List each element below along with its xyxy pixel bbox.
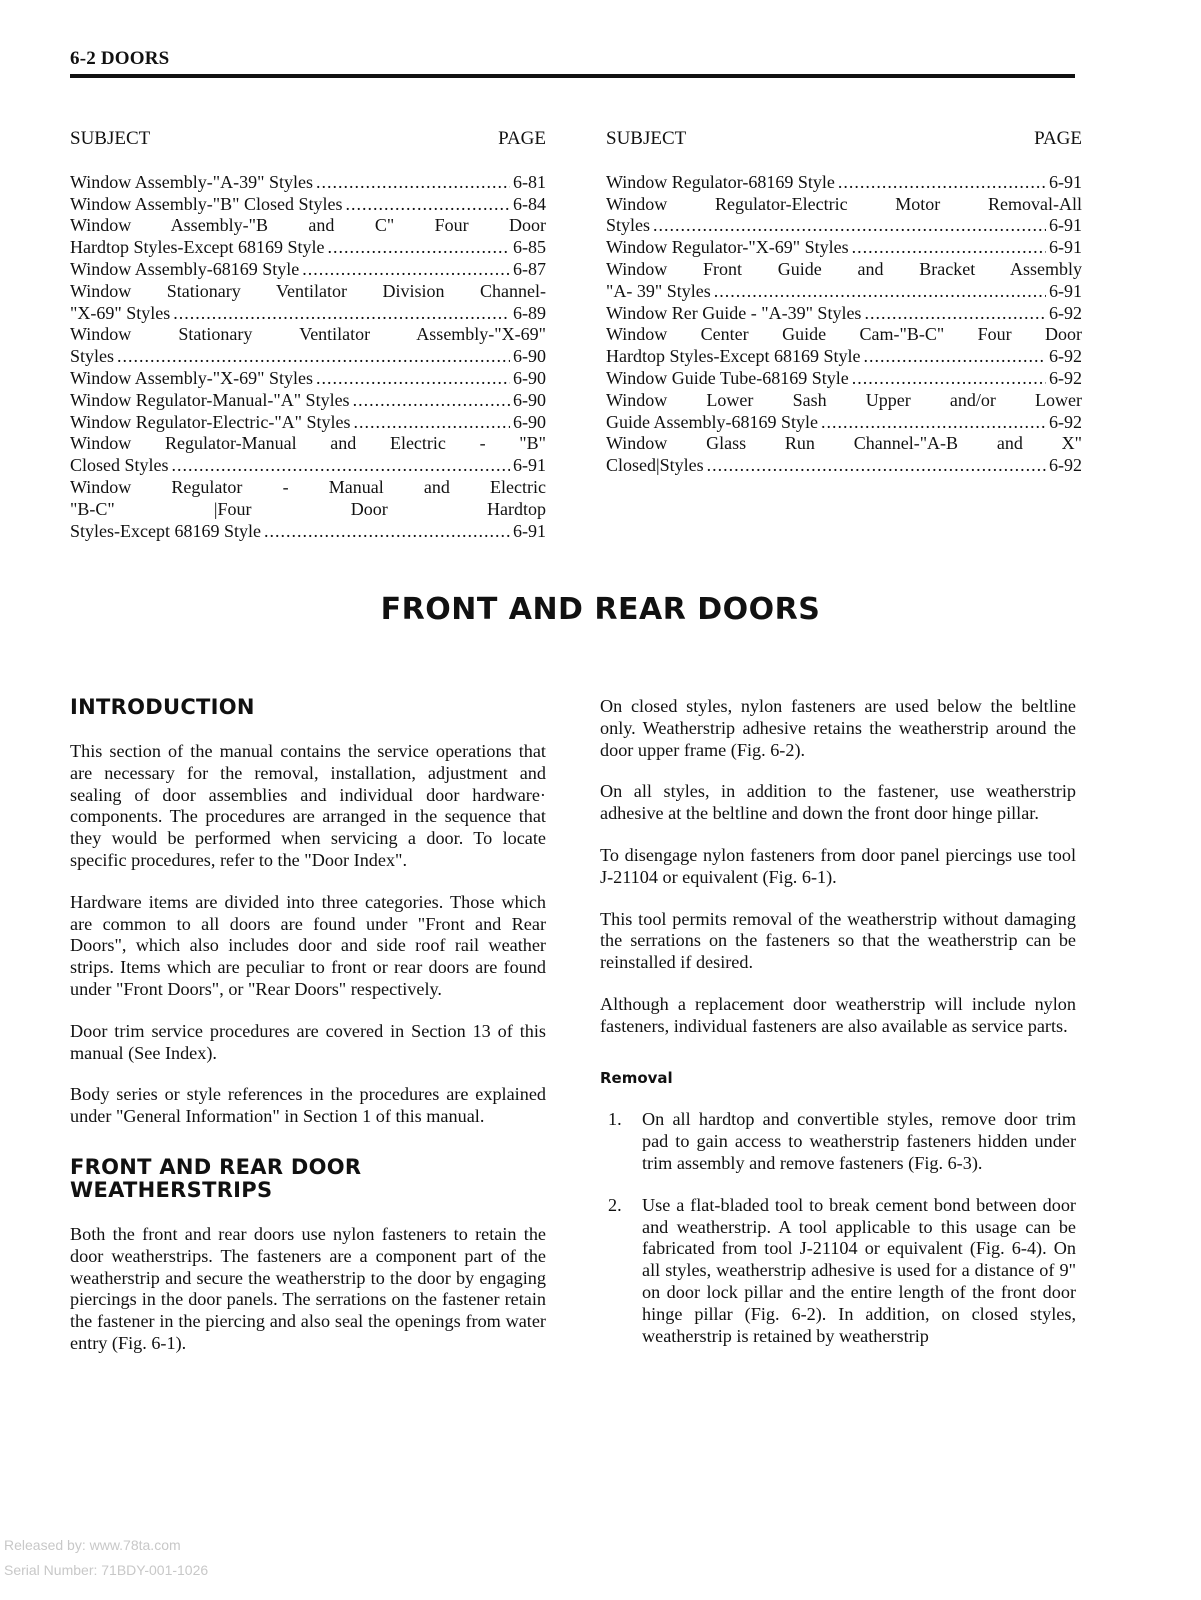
- toc-leader-dots: [117, 346, 510, 368]
- step-text: On all hardtop and convertible styles, remove door trim pad to gain access to weatherstrip fasteners hidden under trim assembly and remove fasteners (Fig. 6-3).: [642, 1109, 1076, 1173]
- toc-leader-dots: [852, 237, 1046, 259]
- body-paragraph: On all styles, in addition to the fastener, use weatherstrip adhesive at the beltline and down the front door hinge pillar.: [600, 781, 1076, 824]
- toc-entry: [606, 237, 1082, 259]
- toc-entry-page: 6-92: [1049, 455, 1082, 476]
- toc-leader-dots: [264, 521, 510, 543]
- toc-entry-page: 6-90: [513, 346, 546, 367]
- toc-entry-lastline: [606, 281, 1082, 303]
- toc-entry-title: Styles: [70, 346, 115, 367]
- weatherstrip-paragraph: Both the front and rear doors use nylon fasteners to retain the door weatherstrips. The fasteners are a component part of the weatherstrip and secure the weatherstrip to the door by engaging piercings in the door panels. The serrations on the fastener retain the fastener in the piercing and also seal the openings from water entry (Fig. 6-1).: [70, 1223, 546, 1353]
- toc-entry-lastline: [70, 455, 546, 477]
- toc-entry-lastline: [606, 172, 1082, 194]
- weatherstrips-heading: [70, 1156, 546, 1202]
- toc-entry-page: 6-84: [513, 193, 546, 214]
- toc-leader-dots: [863, 346, 1046, 368]
- toc-entry-line: Window Stationary Ventilator Division Channel-: [70, 280, 546, 301]
- toc-entry-page: 6-90: [513, 411, 546, 432]
- weatherstrips-heading-line2: WEATHERSTRIPS: [70, 1177, 273, 1202]
- toc-entry-lastline: [606, 412, 1082, 434]
- toc-leader-dots: [302, 259, 510, 281]
- toc-entry: [606, 172, 1082, 194]
- toc-entry: [70, 281, 546, 325]
- toc-leader-dots: [316, 172, 510, 194]
- footer-serial: Serial Number: 71BDY-001-1026: [4, 1562, 209, 1578]
- toc-entry-line: Window Regulator-Electric Motor Removal-All: [606, 193, 1082, 214]
- removal-step: [600, 1195, 1076, 1348]
- toc-entry-line: Window Glass Run Channel-"A-B and X": [606, 433, 1082, 454]
- introduction-heading: INTRODUCTION: [70, 695, 255, 719]
- toc-entry-title: Window Regulator-Manual-"A" Styles: [70, 389, 350, 410]
- toc-entry-lastline: [70, 368, 546, 390]
- toc-entry: [70, 412, 546, 434]
- toc-entry-line: "B-C" |Four Door Hardtop: [70, 498, 546, 519]
- toc-entry-title: Hardtop Styles-Except 68169 Style: [70, 237, 325, 258]
- weatherstrips-heading-line1: FRONT AND REAR DOOR: [70, 1154, 362, 1179]
- intro-paragraph: Body series or style references in the procedures are explained under "General Information" in Section 1 of this manual.: [70, 1084, 546, 1127]
- toc-entry-title: Closed Styles: [70, 455, 169, 476]
- toc-entry-page: 6-91: [513, 455, 546, 476]
- removal-heading: Removal: [600, 1068, 673, 1087]
- toc-entry-page: 6-85: [513, 237, 546, 258]
- toc-entry-lastline: [606, 368, 1082, 390]
- header-rule: [70, 74, 1075, 78]
- toc-leader-dots: [172, 455, 510, 477]
- toc-leader-dots: [653, 215, 1046, 237]
- toc-leader-dots: [345, 194, 510, 216]
- toc-entry-lastline: [70, 412, 546, 434]
- toc-entry-page: 6-91: [1049, 280, 1082, 301]
- toc-leader-dots: [864, 303, 1046, 325]
- right-column: [600, 696, 1076, 1367]
- toc-entry-page: 6-92: [1049, 411, 1082, 432]
- toc-entry-title: Window Regulator-Electric-"A" Styles: [70, 411, 351, 432]
- subject-label: SUBJECT: [70, 128, 151, 149]
- removal-steps: [600, 1109, 1076, 1347]
- left-column: [70, 696, 546, 1375]
- toc-leader-dots: [173, 303, 510, 325]
- step-number: 2.: [608, 1194, 622, 1215]
- toc-entry-lastline: [70, 172, 546, 194]
- footer-released: Released by: www.78ta.com: [4, 1537, 181, 1553]
- toc-entry-lastline: [606, 303, 1082, 325]
- toc-left-head: [70, 128, 546, 150]
- toc-leader-dots: [838, 172, 1046, 194]
- toc-entry-lastline: [606, 215, 1082, 237]
- toc-leader-dots: [714, 281, 1046, 303]
- body-paragraph: On closed styles, nylon fasteners are used below the beltline only. Weatherstrip adhesive retains the weatherstrip around the door upper frame (Fig. 6-2).: [600, 696, 1076, 760]
- toc-entry-line: Window Stationary Ventilator Assembly-"X-69": [70, 324, 546, 345]
- toc-leader-dots: [852, 368, 1046, 390]
- step-text: Use a flat-bladed tool to break cement bond between door and weatherstrip. A tool applicable to this usage can be fabricated from tool J-21104 or equivalent (Fig. 6-4). On all styles, weatherstrip adhesive is used for a distance of 9" on door lock pillar and the entire length of the front door hinge pillar (Fig. 6-2). In addition, on closed styles, weatherstrip is retained by weatherstrip: [642, 1194, 1076, 1346]
- toc-entry: [606, 259, 1082, 303]
- toc-entry: [70, 172, 546, 194]
- toc-entry: [606, 194, 1082, 238]
- toc-entry-title: Styles-Except 68169 Style: [70, 520, 261, 541]
- toc-entry: [606, 390, 1082, 434]
- toc-entry-lastline: [70, 521, 546, 543]
- toc-entry-page: 6-92: [1049, 346, 1082, 367]
- subject-label: SUBJECT: [606, 128, 687, 149]
- toc-left-entries: [70, 172, 546, 543]
- toc-entry: [70, 477, 546, 542]
- toc-entry-lastline: [606, 237, 1082, 259]
- toc-entry-lastline: [70, 237, 546, 259]
- toc-entry-title: Window Assembly-"X-69" Styles: [70, 367, 313, 388]
- toc-entry-lastline: [70, 259, 546, 281]
- toc-entry-page: 6-87: [513, 258, 546, 279]
- toc-entry-lastline: [70, 303, 546, 325]
- toc-leader-dots: [353, 390, 510, 412]
- toc-entry-lastline: [70, 390, 546, 412]
- toc-entry-line: Window Assembly-"B and C" Four Door: [70, 215, 546, 236]
- toc-entry: [70, 368, 546, 390]
- toc-entry: [606, 368, 1082, 390]
- body-paragraph: Although a replacement door weatherstrip will include nylon fasteners, individual fasteners are also available as service parts.: [600, 993, 1076, 1036]
- toc-left: [70, 128, 546, 542]
- intro-paragraph: This section of the manual contains the service operations that are necessary for the removal, installation, adjustment and sealing of door assemblies and individual door hardware· components. The procedures are arranged in the sequence that they would be performed when servicing a door. To locate specific procedures, refer to the "Door Index".: [70, 741, 546, 870]
- toc-entry-title: Window Assembly-"B" Closed Styles: [70, 193, 343, 214]
- toc-entry: [70, 259, 546, 281]
- toc-entry-lastline: [606, 455, 1082, 477]
- step-number: 1.: [608, 1109, 622, 1130]
- toc-entry-page: 6-90: [513, 389, 546, 410]
- toc-right-head: [606, 128, 1082, 150]
- toc-entry: [70, 215, 546, 259]
- toc-entry-title: Window Rer Guide - "A-39" Styles: [606, 302, 862, 323]
- toc-entry: [70, 194, 546, 216]
- intro-paragraph: Door trim service procedures are covered in Section 13 of this manual (See Index).: [70, 1020, 546, 1063]
- body-paragraph: To disengage nylon fasteners from door panel piercings use tool J-21104 or equivalent (Fig. 6-1).: [600, 844, 1076, 887]
- toc-entry-line: Window Front Guide and Bracket Assembly: [606, 258, 1082, 279]
- page-label: PAGE: [498, 128, 546, 149]
- toc-entry-page: 6-91: [1049, 215, 1082, 236]
- toc-entry-title: Window Assembly-68169 Style: [70, 258, 300, 279]
- toc-leader-dots: [821, 412, 1046, 434]
- toc-entry: [606, 433, 1082, 477]
- toc-entry-title: Window Assembly-"A-39" Styles: [70, 171, 313, 192]
- toc-entry-title: "A- 39" Styles: [606, 280, 711, 301]
- toc-entry-page: 6-90: [513, 367, 546, 388]
- toc-entry-title: Window Regulator-68169 Style: [606, 171, 835, 192]
- toc-entry-title: Window Guide Tube-68169 Style: [606, 367, 849, 388]
- toc-entry-page: 6-91: [513, 520, 546, 541]
- toc-entry-page: 6-92: [1049, 367, 1082, 388]
- toc-entry: [606, 324, 1082, 368]
- toc-entry-page: 6-92: [1049, 302, 1082, 323]
- toc-entry-title: Hardtop Styles-Except 68169 Style: [606, 346, 861, 367]
- toc-entry-title: Guide Assembly-68169 Style: [606, 411, 818, 432]
- toc-entry-line: Window Lower Sash Upper and/or Lower: [606, 389, 1082, 410]
- page-label: PAGE: [1034, 128, 1082, 149]
- toc-entry-lastline: [70, 194, 546, 216]
- toc-entry-title: Styles: [606, 215, 651, 236]
- toc-right-entries: [606, 172, 1082, 477]
- toc-entry-line: Window Regulator - Manual and Electric: [70, 476, 546, 497]
- toc-entry-line: Window Center Guide Cam-"B-C" Four Door: [606, 324, 1082, 345]
- toc-entry: [70, 433, 546, 477]
- toc-entry: [606, 303, 1082, 325]
- toc-leader-dots: [327, 237, 510, 259]
- toc-entry-title: Window Regulator-"X-69" Styles: [606, 237, 849, 258]
- body-paragraph: This tool permits removal of the weatherstrip without damaging the serrations on the fasteners so that the weatherstrip can be reinstalled if desired.: [600, 908, 1076, 973]
- toc-leader-dots: [354, 412, 510, 434]
- toc-entry-page: 6-91: [1049, 237, 1082, 258]
- toc-entry-lastline: [70, 346, 546, 368]
- toc-leader-dots: [316, 368, 510, 390]
- toc-entry-title: Closed|Styles: [606, 455, 704, 476]
- toc-entry-line: Window Regulator-Manual and Electric - "B": [70, 433, 546, 454]
- toc-entry: [70, 390, 546, 412]
- toc-entry-page: 6-81: [513, 171, 546, 192]
- toc-entry-page: 6-91: [1049, 171, 1082, 192]
- page-header: 6-2 DOORS: [70, 48, 170, 69]
- toc-right: [606, 128, 1082, 477]
- section-title: FRONT AND REAR DOORS: [380, 592, 821, 627]
- toc-entry-lastline: [606, 346, 1082, 368]
- toc-entry-title: "X-69" Styles: [70, 302, 171, 323]
- removal-step: [600, 1109, 1076, 1174]
- toc-entry: [70, 324, 546, 368]
- toc-leader-dots: [707, 455, 1046, 477]
- intro-paragraph: Hardware items are divided into three categories. Those which are common to all doors are found under "Front and Rear Doors", which also includes door and side roof rail weather strips. Items which are peculiar to front or rear doors are found under "Front Doors", or "Rear Doors" respectively.: [70, 891, 546, 999]
- toc-entry-page: 6-89: [513, 302, 546, 323]
